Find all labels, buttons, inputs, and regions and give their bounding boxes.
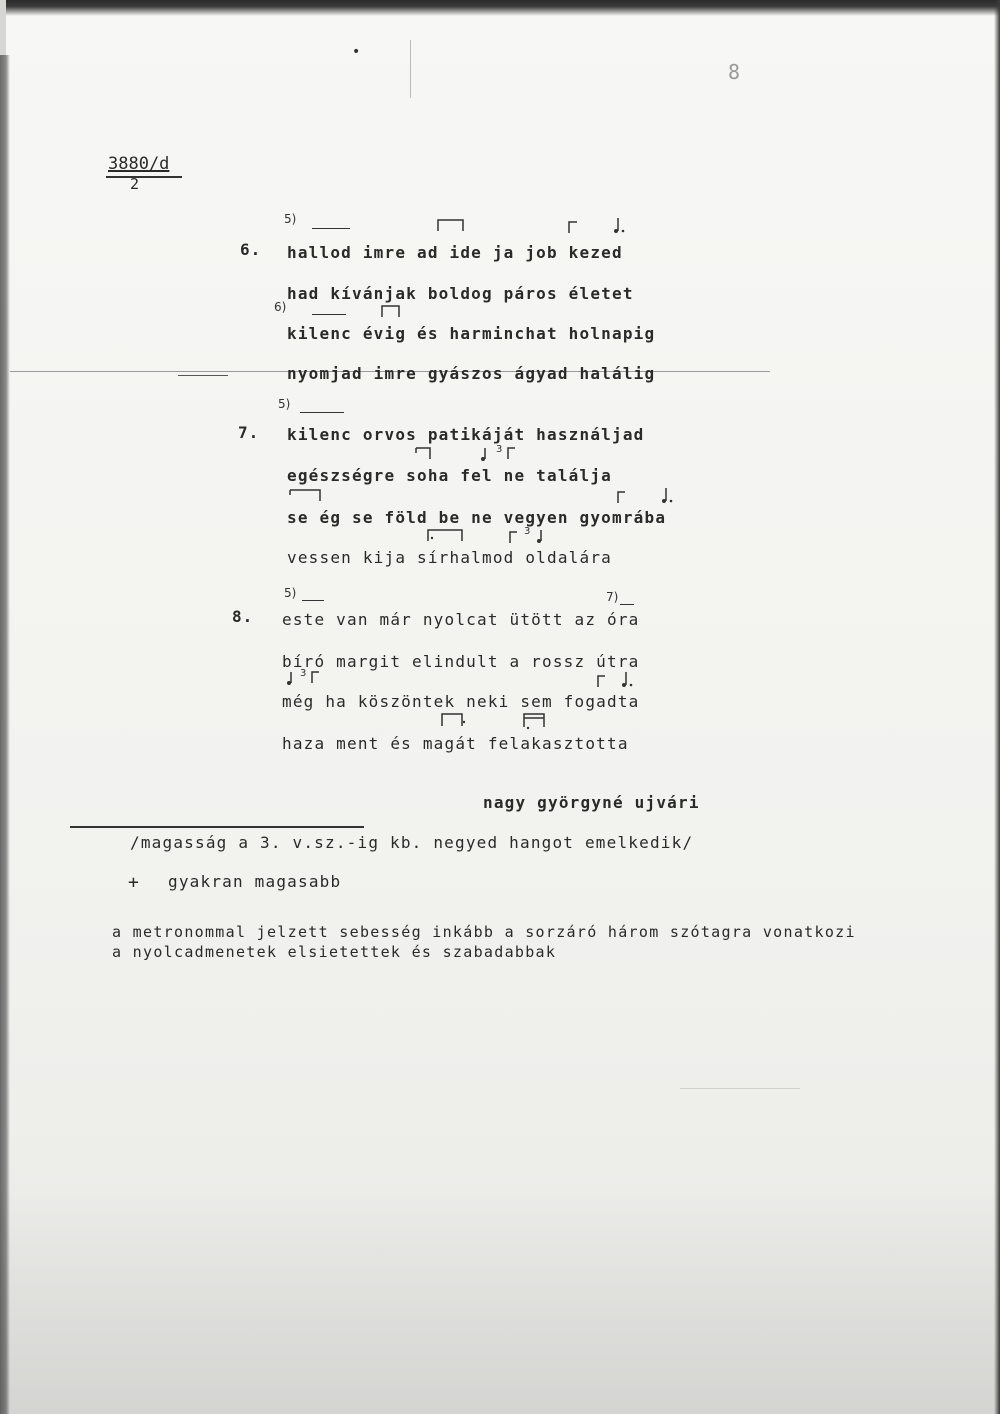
music-mark-7: 7) — [606, 590, 619, 604]
stanza-7-number: 7. — [238, 423, 260, 442]
bleed-line — [410, 40, 411, 98]
metronome-note-line-1: a metronommal jelzett sebesség inkább a sorzáró három szótagra vonatkozi — [112, 923, 856, 941]
music-mark-6: 6) — [274, 300, 287, 314]
scan-left-edge-top — [0, 0, 6, 55]
dotted-note-icon — [660, 486, 676, 504]
music-dash — [312, 228, 350, 229]
music-dash — [312, 314, 346, 315]
stanza-8-line-3: még ha köszöntek neki sem fogadta — [282, 692, 640, 711]
reference-fraction-bar — [106, 176, 182, 178]
reference-number — [108, 154, 169, 174]
stanza-7-line-2: egészségre soha fel ne találja — [287, 466, 612, 485]
note-flag-icon — [616, 490, 628, 504]
stanza-6-line-1: hallod imre ad ide ja job kezed — [287, 243, 623, 262]
stanza-6-line-3: kilenc évig és harminchat holnapig — [287, 324, 656, 343]
beamed-notes-icon — [426, 528, 466, 542]
music-mark-5: 5) — [278, 397, 291, 411]
reference-number-top: 3880/d — [108, 154, 170, 174]
note-flag-icon — [596, 674, 608, 688]
stanza-8-line-4: haza ment és magát felakasztotta — [282, 734, 629, 753]
plus-note: gyakran magasabb — [168, 872, 342, 891]
collector-signature: nagy györgyné ujvári — [483, 793, 700, 812]
music-mark-5: 5) — [284, 212, 297, 226]
note-separator-line — [70, 826, 364, 828]
music-mark-5: 5) — [284, 586, 297, 600]
metronome-note-line-2: a nyolcadmenetek elsietettek és szabadabbak — [112, 943, 557, 961]
note-icon — [478, 446, 490, 462]
beamed-notes-icon — [380, 304, 402, 318]
reference-number-bottom: 2 — [130, 175, 141, 193]
page-corner-mark: 8 — [728, 60, 742, 84]
stanza-7-line-1: kilenc orvos patikáját használjad — [287, 425, 645, 444]
music-dash — [620, 604, 634, 605]
stanza-8-line-1: este van már nyolcat ütött az óra — [282, 610, 640, 629]
height-note: /magasság a 3. v.sz.-ig kb. negyed hangot emelkedik/ — [130, 833, 694, 852]
scan-bottom-shade — [0, 1180, 1000, 1414]
note-icon — [284, 670, 296, 686]
note-flag-icon — [567, 220, 581, 234]
ink-speck: • — [352, 44, 361, 60]
dotted-note-icon — [620, 670, 636, 688]
ruled-line-short — [178, 375, 228, 376]
beamed-notes-icon — [288, 488, 324, 502]
beamed-notes-icon — [522, 712, 548, 730]
dotted-note-icon — [612, 216, 628, 234]
beamed-notes-icon — [436, 218, 466, 232]
stanza-6-number: 6. — [240, 240, 262, 259]
scan-top-edge — [0, 0, 1000, 16]
beamed-notes-icon — [440, 712, 466, 728]
triplet-mark: 3 — [496, 444, 503, 455]
beamed-notes-icon — [414, 446, 434, 460]
stanza-8-line-2: bíró margit elindult a rossz útra — [282, 652, 640, 671]
note-icon — [534, 528, 546, 544]
triplet-mark: 3 — [524, 526, 531, 537]
music-dash — [300, 412, 344, 413]
stanza-7-line-3: se ég se föld be ne vegyen gyomrába — [287, 508, 667, 527]
music-dash — [302, 600, 324, 601]
stanza-8-number: 8. — [232, 607, 254, 626]
note-flag-icon — [506, 446, 518, 460]
stanza-6-line-2: had kívánjak boldog páros életet — [287, 284, 634, 303]
stanza-7-line-4: vessen kija sírhalmod oldalára — [287, 548, 612, 567]
note-flag-icon — [508, 530, 520, 544]
stanza-6-line-4: nyomjad imre gyászos ágyad halálig — [287, 364, 656, 383]
scan-smudge — [680, 1088, 800, 1089]
plus-sign: + — [128, 872, 141, 893]
note-flag-icon — [310, 670, 322, 684]
triplet-mark: 3 — [300, 668, 307, 679]
